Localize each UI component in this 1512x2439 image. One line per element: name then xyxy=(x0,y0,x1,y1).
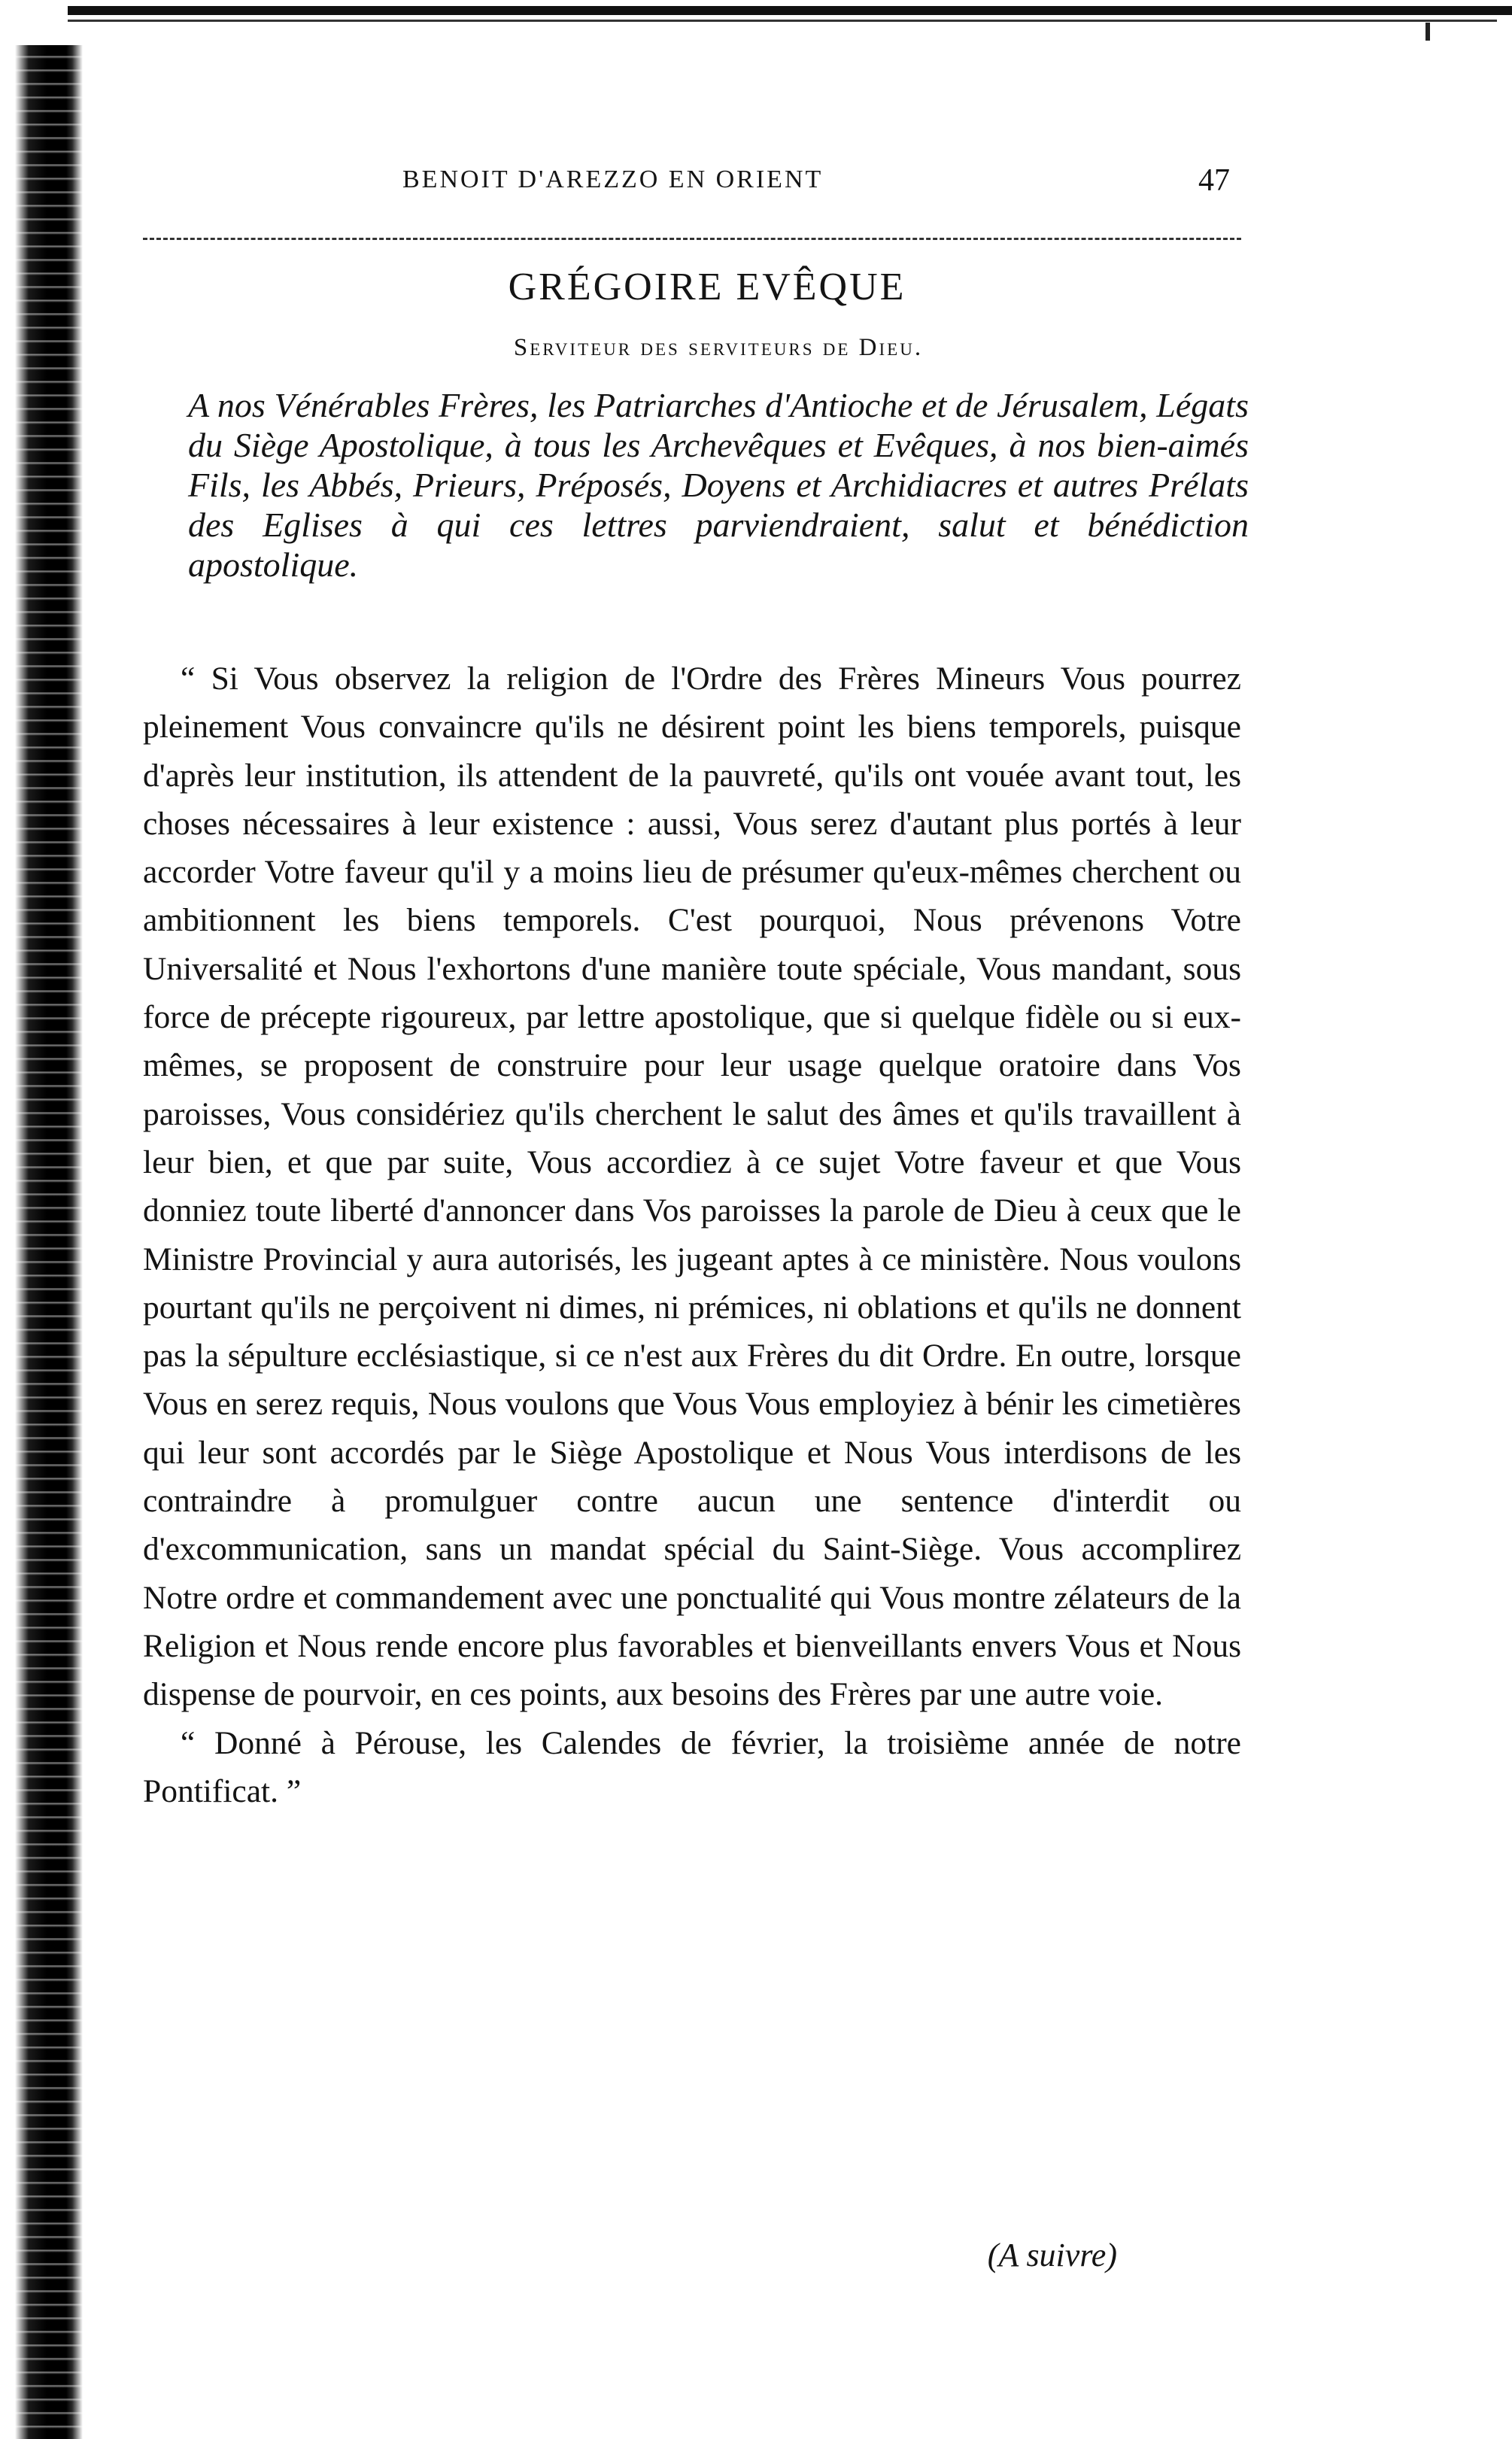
body-paragraph: “ Si Vous observez la religion de l'Ordre des Frères Mineurs Vous pourrez pleinement Vous convaincre qu'ils ne désirent point les biens temporels, puisque d'après leur institution, ils attendent de la pauvreté, qu'ils ont vouée avant tout, les choses nécessaires à leur existence : aussi, Vous serez d'autant plus portés à leur accorder Votre faveur qu'il y a moins lieu de présumer qu'eux-mêmes cherchent ou ambitionnent les biens temporels. C'est pourquoi, Nous prévenons Votre Universalité et Nous l'exhortons d'une manière toute spéciale, Vous mandant, sous force de précepte rigoureux, par lettre apostolique, que si quelque fidèle ou si eux-mêmes, se proposent de construire pour leur usage quelque oratoire dans Vos paroisses, Vous considériez qu'ils cherchent le salut des âmes et qu'ils travaillent à leur bien, et que par suite, Vous accordiez à ce sujet Votre faveur et que Vous donniez toute liberté d'annoncer dans Vos paroisses la parole de Dieu à ceux que le Ministre Provincial y aura autorisés, les jugeant aptes à ce ministère. Nous voulons pourtant qu'ils ne perçoivent ni dimes, ni prémices, ni oblations et qu'ils ne donnent pas la sépulture ecclésiastique, si ce n'est aux Frères du dit Ordre. En outre, lorsque Vous en serez requis, Nous voulons que Vous Vous employiez à bénir les cimetières qui leur sont accordés par le Siège Apostolique et Nous Vous interdisons de les contraindre à promulguer contre aucun une sentence d'interdit ou d'excommunication, sans un mandat spécial du Saint-Siège. Vous accomplirez Notre ordre et commandement avec une ponctualité qui Vous montre zélateurs de la Religion et Nous rende encore plus favorables et bienveillants envers Vous et Nous dispense de pourvoir, en ces points, aux besoins des Frères par une autre voie. xyxy=(143,661,1241,1713)
page-content xyxy=(143,163,1249,2273)
scan-top-edge xyxy=(68,6,1512,15)
letter-address: A nos Vénérables Frères, les Patriarches d'Antioche et de Jérusalem, Légats du Siège Apostolique, à tous les Archevêques et Evêques, à nos bien-aimés Fils, les Abbés, Prieurs, Préposés, Doyens et Archidiacres et autres Prélats des Eglises à qui ces lettres parviendraient, salut et bénédiction apostolique. xyxy=(188,386,1249,584)
dating-paragraph: “ Donné à Pérouse, les Calendes de février, la troisième année de notre Pontificat. ” xyxy=(143,1724,1241,1809)
page-number: 47 xyxy=(1198,163,1230,198)
header-rule xyxy=(143,238,1241,240)
letter-body xyxy=(143,655,1241,1815)
scan-corner-mark xyxy=(1425,23,1430,41)
continuation-note: (A suivre) xyxy=(987,2237,1117,2273)
binding-texture xyxy=(0,45,83,2439)
letter-heading: GRÉGOIRE EVÊQUE xyxy=(508,266,906,308)
scan-top-edge-thin xyxy=(68,20,1497,22)
running-head xyxy=(143,163,1241,211)
letter-subheading: Serviteur des serviteurs de Dieu. xyxy=(513,334,924,361)
running-head-title: BENOIT D'AREZZO EN ORIENT xyxy=(402,166,824,193)
